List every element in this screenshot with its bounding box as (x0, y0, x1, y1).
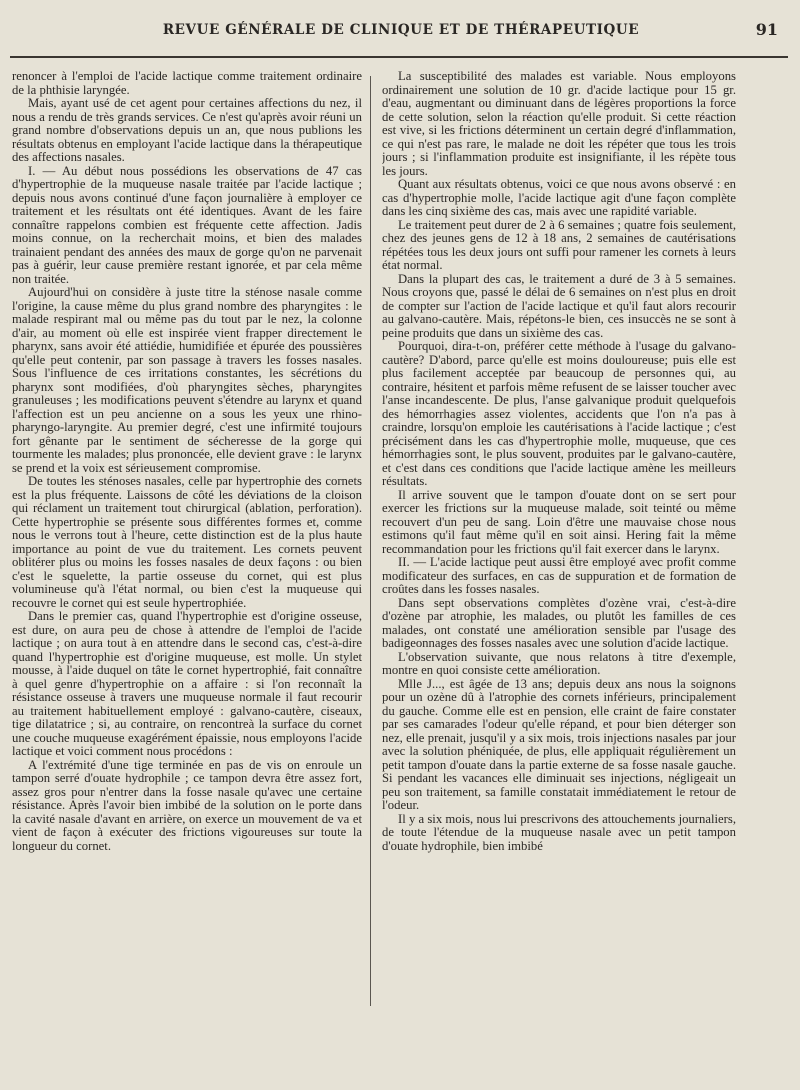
paragraph: Il arrive souvent que le tampon d'ouate dont on se sert pour exercer les frictions sur la muqueuse malade, soit teinté ou même recouvert d'un peu de sang. Loin d'être une mauvaise chose nous estimons qu'il faut même qu'il en soit ainsi. Hering fait la même recommandation pour les frictions qu'il fait exercer dans le larynx. (382, 487, 736, 556)
column-divider (370, 76, 371, 1006)
paragraph: Pourquoi, dira-t-on, préférer cette méthode à l'usage du galvano-cautère? D'abord, parce qu'elle est moins douloureuse; puis elle est plus facilement acceptée par beaucoup de personnes qui, au contraire, hésitent et parfois même refusent de se laisser toucher avec l'anse incandescente. De plus, l'anse galvanique produit quelquefois des hémorrhagies assez violentes, accidents que l'on n'a pas à craindre, lorsqu'on emploie les cautérisations à l'acide lactique ; c'est précisément dans les cas d'hypertrophie molle, muqueuse, que ces hémorrhagies sont, le plus souvent, produites par le galvano-cautère, et c'est dans ces conditions que l'acide lactique amène les meilleurs résultats. (382, 339, 736, 488)
right-column (382, 70, 736, 1080)
paragraph: renoncer à l'emploi de l'acide lactique comme traitement ordinaire de la phthisie laryngée. (12, 70, 362, 97)
paragraph: II. — L'acide lactique peut aussi être employé avec profit comme modificateur des surfaces, en cas de suppuration et de formation de croûtes dans les fosses nasales. (382, 555, 736, 596)
paragraph: Quant aux résultats obtenus, voici ce que nous avons observé : en cas d'hypertrophie molle, l'acide lactique agit d'une façon complète dans les cinq sixième des cas, mais avec une rapidité variable. (382, 177, 736, 218)
page-number: 91 (755, 20, 778, 39)
paragraph: L'observation suivante, que nous relatons à titre d'exemple, montre en quoi consiste cette amélioration. (382, 649, 736, 677)
paragraph: Mais, ayant usé de cet agent pour certaines affections du nez, il nous a rendu de très grands services. Ce n'est qu'après avoir réuni un grand nombre d'observations depuis un an, que nous publions les résultats obtenus en employant l'acide lactique dans la thérapeutique des affections nasales. (12, 96, 362, 164)
left-column (12, 70, 362, 1080)
paragraph: Il y a six mois, nous lui prescrivons des attouchements journaliers, de toute l'étendue de la muqueuse nasale avec un petit tampon d'ouate hydrophile, bien imbibé (382, 811, 736, 853)
paragraph: Dans le premier cas, quand l'hypertrophie est d'origine osseuse, est dure, on aura peu de chose à attendre de l'emploi de l'acide lactique ; on aura tout à en attendre dans le second cas, c'est-à-dire quand l'hypertrophie est d'origine muqueuse, est molle. Un stylet mousse, à l'aide duquel on tâte le cornet hypertrophié, fait connaître à quel genre d'hypertrophie on a affaire : si l'on reconnaît la résistance osseuse à travers une muqueuse normale il faut recourir au traitement habituellement employé : galvano-cautère, ciseaux, tige dilatatrice ; si, au contraire, on rencontreà la surface du cornet une couche muqueuse exagérément épaissie, nous employons l'acide lactique et voici comment nous procédons : (12, 609, 362, 758)
paragraph: Mlle J..., est âgée de 13 ans; depuis deux ans nous la soignons pour un ozène dû à l'atrophie des cornets inférieurs, principalement du gauche. Comme elle est en pension, elle craint de faire constater par ses camarades l'odeur qu'elle répand, et pour bien déterger son nez, elle prenait, jusqu'il y a six mois, trois injections nasales par jour avec la solution phéniquée, de plus, elle appliquait régulièrement un petit tampon d'ouate dans la partie externe de sa fosse nasale gauche. Si pendant les vacances elle diminuait ses injections, négligeait un peu son traitement, sa famille constatait immédiatement le retour de l'odeur. (382, 676, 736, 812)
paragraph: Dans sept observations complètes d'ozène vrai, c'est-à-dire d'ozène par atrophie, les malades, ou plutôt les familles de ces malades, ont constaté une amélioration sensible par l'usage des badigeonnages des fosses nasales avec une solution d'acide lactique. (382, 595, 736, 650)
paragraph: La susceptibilité des malades est variable. Nous employons ordinairement une solution de 10 gr. d'acide lactique pour 15 gr. d'eau, augmentant ou diminuant dans de légères proportions la force de cette solution, selon la réaction qu'elle produit. Si cette réaction est vive, si les frictions déterminent un certain degré d'inflammation, ce qui n'est pas rare, le malade ne doit les répéter que tous les trois jours ; si l'inflammation produite est insignifiante, il les répète tous les jours. (382, 70, 736, 178)
paragraph: Aujourd'hui on considère à juste titre la sténose nasale comme l'origine, la cause même du plus grand nombre des pharyngites : le malade respirant mal ou même pas du tout par le nez, la colonne d'air, au moment où elle est inspirée vient frapper directement le pharynx, sans avoir été attiédie, humidifiée et épurée des poussières qu'elle peut contenir, par son passage à travers les fosses nasales. Sous l'influence de ces irritations constantes, les sécrétions du pharynx sont modifiées, d'où pharyngites sèches, pharyngites granuleuses ; les modifications peuvent s'étendre au larynx et quand l'affection est un peu ancienne on a sous les yeux une rhino-pharyngo-laryngite. Au premier degré, c'est une infirmité toujours fort gênante par le sentiment de sécheresse de la gorge qui tourmente les malades; plus prononcée, elle devient grave : le larynx se prend et la voix est sérieusement compromise. (12, 285, 362, 475)
paragraph: Dans la plupart des cas, le traitement a duré de 3 à 5 semaines. Nous croyons que, passé le délai de 6 semaines on n'est plus en droit de compter sur l'action de l'acide lactique et qu'il faut alors recourir au galvano-cautère. Mais, répétons-le bien, ces insuccès ne se sont à peine produits que dans un sixième des cas. (382, 271, 736, 340)
paragraph: De toutes les sténoses nasales, celle par hypertrophie des cornets est la plus fréquente. Laissons de côté les déviations de la cloison qui réclament un traitement tout chirurgical (ablation, perforation). Cette hypertrophie se présente sous différentes formes et, comme nous le verrons tout à l'heure, cette distinction est de la plus haute importance au point de vue du traitement. Les cornets peuvent oblitérer plus ou moins les fosses nasales de deux façons : ou bien c'est le squelette, la partie osseuse du cornet, qui est plus volumineuse qu'à l'état normal, ou bien c'est la muqueuse qui recouvre le cornet qui est seule hypertrophiée. (12, 474, 362, 610)
journal-title: REVUE GÉNÉRALE DE CLINIQUE ET DE THÉRAPEUTIQUE (162, 22, 640, 38)
running-header (20, 14, 782, 44)
header-rule (10, 56, 788, 58)
paragraph: Le traitement peut durer de 2 à 6 semaines ; quatre fois seulement, chez des jeunes gens de 12 à 18 ans, 2 semaines de cautérisations répétées tous les deux jours ont suffi pour ramener les cornets à leurs état normal. (382, 217, 736, 272)
paragraph: I. — Au début nous possédions les observations de 47 cas d'hypertrophie de la muqueuse nasale traitée par l'acide lactique ; depuis nous avons continué d'une façon journalière à employer ce traitement et les résultats ont été identiques. Avant de les faire connaître rappelons combien est fréquente cette affection. Jadis moins connue, on la recherchait moins, et bien des malades trainaient pendant des années des maux de gorge qu'on ne parvenait pas à guérir, leur cause première restant ignorée, et par cela même non traitée. (12, 163, 362, 286)
paragraph: A l'extrémité d'une tige terminée en pas de vis on enroule un tampon serré d'ouate hydrophile ; ce tampon devra être assez fort, assez gros pour n'entrer dans la fosse nasale qu'avec une certaine résistance. Après l'avoir bien imbibé de la solution on le porte dans la cavité nasale d'avant en arrière, on exerce un mouvement de va et vient de façon à exécuter des frictions vigoureuses sur toute la longueur du cornet. (12, 757, 362, 853)
